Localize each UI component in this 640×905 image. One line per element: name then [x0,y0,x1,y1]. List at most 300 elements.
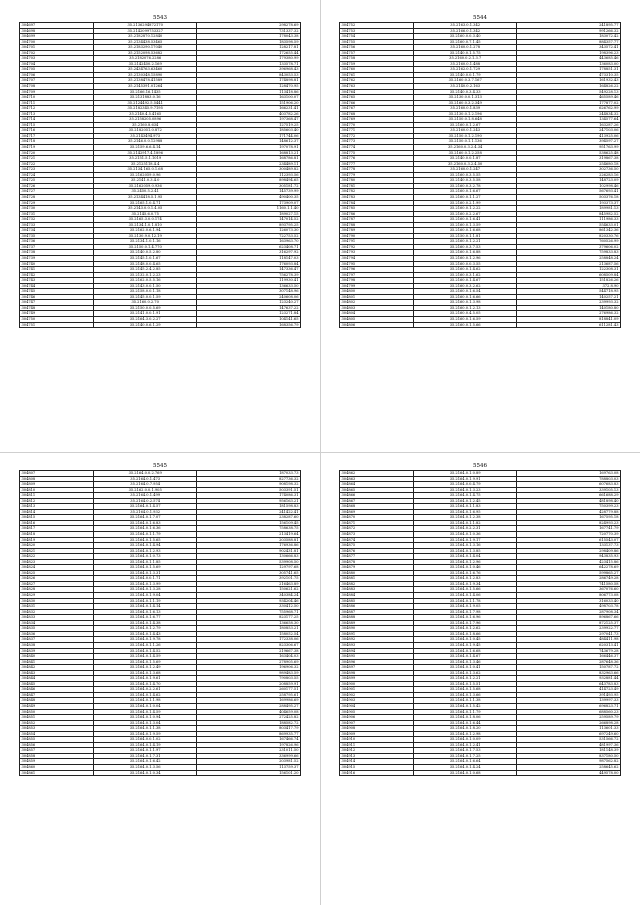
coordinate-cell: 35.2164.0.1.5.42 [413,703,517,709]
coordinate-cell: 35.2164.0.1.2.38 [413,515,517,521]
row-id-cell: 304876 [340,548,414,554]
row-id-cell: 304842 [20,665,94,671]
value-cell: 203588.81 [197,537,301,543]
row-id-cell: 304862 [340,471,414,477]
value-cell: 316297.92 [197,250,301,256]
value-cell: 197368.47 [197,117,301,123]
coordinate-cell: 35.2138478.41589 [93,78,197,84]
row-id-cell: 304713 [20,111,94,117]
value-cell: 414723.49 [517,687,621,693]
row-id-cell: 304835 [20,626,94,632]
value-cell: 607683.83 [517,482,621,488]
row-id-cell: 304767 [340,106,414,112]
row-id-cell: 304856 [20,742,94,748]
row-id-cell: 304744 [20,283,94,289]
coordinate-cell: 35.2164.0.1.9.05 [413,604,517,610]
value-cell: 956163.21 [197,498,301,504]
coordinate-cell: 35.2164.3.0.2.27 [93,316,197,322]
coordinate-cell: 35.2160.0.1.247 [413,167,517,173]
row-id-cell: 304743 [20,278,94,284]
row-id-cell: 304795 [340,261,414,267]
coordinate-cell: 35.2164.0.1.1.19 [93,598,197,604]
value-cell: 790803.55 [197,676,301,682]
coordinate-cell: 35.2164.0.1.6.96 [413,615,517,621]
row-id-cell: 304865 [340,487,414,493]
coordinate-cell: 35.2164.0.1.3.99 [93,581,197,587]
value-cell: 843053.53 [197,72,301,78]
row-id-cell: 304888 [340,615,414,621]
coordinate-cell: 35.2164.0.1.2.93 [93,548,197,554]
value-cell: 136658.30 [197,620,301,626]
coordinate-cell: 35.2164.0.1.0.94 [93,715,197,721]
value-cell: 872125.37 [517,620,621,626]
value-cell: 113759.37 [197,764,301,770]
value-cell: 503391.51 [197,487,301,493]
value-cell: 198396.23 [517,50,621,56]
row-id-cell: 304760 [340,67,414,73]
row-id-cell: 304881 [340,576,414,582]
value-cell: 166231.41 [197,106,301,112]
coordinate-cell: 35.2164.0.1.4.70 [93,681,197,687]
row-id-cell: 304698 [20,28,94,34]
row-id-cell: 304838 [20,642,94,648]
row-id-cell: 304735 [20,233,94,239]
value-cell: 743679.28 [517,648,621,654]
row-id-cell: 304776 [340,156,414,162]
coordinate-cell: 35.2164.0.1.6.83 [93,520,197,526]
coordinate-cell: 35.2140.0.0.1.87 [413,156,517,162]
row-id-cell: 304722 [20,161,94,167]
coordinate-cell: 35.2164.0.1.6.68 [413,648,517,654]
value-cell: 136633.50 [197,283,301,289]
value-cell: 123240.27 [197,300,301,306]
coordinate-cell: 35.2160.0.3.1.62 [413,272,517,278]
value-cell: 113418.86 [197,89,301,95]
row-id-cell: 304738 [20,250,94,256]
row-id-cell: 304773 [340,139,414,145]
value-cell: 219667.38 [197,648,301,654]
value-cell: 300489.82 [197,167,301,173]
value-cell: 298409.86 [517,548,621,554]
value-cell: 119930.41 [197,278,301,284]
value-cell: 465589.46 [517,95,621,101]
value-cell: 189981.13 [517,206,621,212]
value-cell: 128217.81 [197,45,301,51]
value-cell: 484411.98 [517,637,621,643]
coordinate-cell: 35.2160.0.1.1.27 [413,194,517,200]
coordinate-cell: 35.2160.0.0.3.40 [413,34,517,40]
coordinate-cell: 35.2164.0.1.4.59 [93,654,197,660]
value-cell: 266898.28 [517,720,621,726]
coordinate-cell: 35.2164.0.1.1.82 [413,520,517,526]
row-id-cell: 304748 [20,305,94,311]
coordinate-cell: 35.2160.0.1.2.96 [413,255,517,261]
row-id-cell: 304891 [340,631,414,637]
row-id-cell: 304757 [340,50,414,56]
coordinate-cell: 35.2140.0.6.1.29 [93,322,197,328]
coordinate-cell: 35.2130348.15890 [93,72,197,78]
row-id-cell: 304801 [340,294,414,300]
coordinate-cell: 35.2164.0.0.1.71 [93,576,197,582]
row-id-cell: 304908 [340,726,414,732]
coordinate-cell: 35.2164.0.1.2.98 [413,731,517,737]
value-cell: 608509.84 [517,272,621,278]
coordinate-cell: 35.2164.0.1.9.59 [93,731,197,737]
coordinate-cell: 35.2164.0.1.6.42 [93,759,197,765]
value-cell: 611281.43 [517,322,621,328]
row-id-cell: 304739 [20,255,94,261]
coordinate-cell: 35.2131883.0.16 [93,95,197,101]
coordinate-cell: 35.2160.0.1.3.59 [413,222,517,228]
row-id-cell: 304825 [20,570,94,576]
value-cell: 163100.07 [197,95,301,101]
row-id-cell: 304851 [20,715,94,721]
row-id-cell: 304782 [340,189,414,195]
coordinate-cell: 35.2164.0.1.9.45 [413,642,517,648]
row-id-cell: 304855 [20,737,94,743]
row-id-cell: 304889 [340,620,414,626]
data-table-body [340,471,621,776]
coordinate-cell: 35.2151.5.1.1019 [93,156,197,162]
value-cell: 820330.76 [517,233,621,239]
value-cell: 893795.25 [197,222,301,228]
value-cell: 167595.18 [517,515,621,521]
coordinate-cell: 35.2160.0.3.7.53 [413,244,517,250]
page-top-left [19,14,301,328]
value-cell: 413925.06 [517,133,621,139]
value-cell: 302736.50 [517,167,621,173]
row-id-cell: 304870 [340,515,414,521]
row-id-cell: 304729 [20,200,94,206]
coordinate-cell: 35.2182051.0.872 [93,128,197,134]
row-id-cell: 304871 [340,520,414,526]
row-id-cell: 304820 [20,543,94,549]
coordinate-cell: 35.2130.0.0.1.313 [413,95,517,101]
value-cell: 203981.52 [197,759,301,765]
coordinate-cell: 35.2164.0.1.9.91 [413,476,517,482]
row-id-cell: 304849 [20,703,94,709]
row-id-cell: 304710 [20,95,94,101]
row-id-cell: 304742 [20,272,94,278]
row-id-cell: 304859 [20,759,94,765]
value-cell: 287908.34 [517,609,621,615]
value-cell: 316033.40 [517,598,621,604]
coordinate-cell: 35.2145.1.0.1.67 [93,255,197,261]
value-cell: 258848.24 [517,255,621,261]
coordinate-cell: 35.2165.3.0.0.174 [93,217,197,223]
value-cell: 428779.88 [517,509,621,515]
row-id-cell: 304769 [340,117,414,123]
row-id-cell: 304778 [340,167,414,173]
coordinate-cell: 35.2164.0.1.6.76 [413,570,517,576]
page-number: 5545 [153,463,167,469]
value-cell: 259589.79 [517,715,621,721]
coordinate-cell: 35.2145.2.4.2.85 [93,267,197,273]
coordinate-cell: 35.2158205.0896 [93,117,197,123]
coordinate-cell: 35.2164.0.1.3.85 [413,548,517,554]
value-cell: 554633.01 [517,222,621,228]
row-id-cell: 304723 [20,167,94,173]
row-id-cell: 304912 [340,748,414,754]
coordinate-cell: 35.2140.0.1.5.75 [413,50,517,56]
value-cell: 620313.41 [517,642,621,648]
coordinate-cell: 35.2160.0.1.4.67 [413,278,517,284]
row-id-cell: 304707 [20,78,94,84]
row-id-cell: 304797 [340,272,414,278]
coordinate-cell: 35.2164.0.1.5.68 [413,687,517,693]
coordinate-cell: 35.2164.0.1.6.95 [413,509,517,515]
value-cell: 544718.95 [517,289,621,295]
value-cell: 183072.42 [517,34,621,40]
coordinate-cell: 35.2134.165.0.1.68 [93,167,197,173]
value-cell: 234489.11 [197,161,301,167]
row-id-cell: 304822 [20,554,94,560]
value-cell: 185603.40 [197,128,301,134]
value-cell: 196906.32 [197,665,301,671]
coordinate-cell: 35.2164.0.1.3.62 [413,670,517,676]
row-id-cell: 304814 [20,509,94,515]
coordinate-cell: 35.2182076.2286 [93,56,197,62]
coordinate-cell: 35.2164.0.1.1.98 [93,698,197,704]
row-id-cell: 304874 [340,537,414,543]
row-id-cell: 304719 [20,145,94,151]
coordinate-cell: 35.2164.0.1.3.66 [413,692,517,698]
row-id-cell: 304765 [340,95,414,101]
row-id-cell: 304863 [340,476,414,482]
value-cell: 102998.46 [517,183,621,189]
page-top-right [339,14,621,328]
value-cell: 788803.03 [517,476,621,482]
row-id-cell: 304897 [340,665,414,671]
coordinate-cell: 35.2164.0.1.5.51 [413,681,517,687]
value-cell: 178043.38 [197,34,301,40]
coordinate-cell: 35.2164.0.1.9.34 [413,581,517,587]
coordinate-cell: 35.2146.0.0.12988 [93,139,197,145]
coordinate-cell: 35.2160.8.634 [93,122,197,128]
value-cell: 254680.18 [517,161,621,167]
coordinate-cell: 35.2164.0.1.4.57 [93,504,197,510]
value-cell: 404659.08 [197,709,301,715]
row-id-cell: 304711 [20,100,94,106]
row-id-cell: 304839 [20,648,94,654]
value-cell: 156109.45 [197,520,301,526]
row-id-cell: 304771 [340,128,414,134]
coordinate-cell: 35.2150.0.0.5.69 [93,305,197,311]
coordinate-cell: 35.2124492.5.5441 [93,100,197,106]
value-cell: 697249.60 [517,731,621,737]
row-id-cell: 304864 [340,482,414,488]
coordinate-cell: 35.2160.0.1.6.66 [413,294,517,300]
table-row [340,322,621,328]
coordinate-cell: 35.2164.0.1.4.59 [93,709,197,715]
value-cell: 908198.32 [197,482,301,488]
coordinate-cell: 35.2160.0.3.2.4.34 [413,145,517,151]
value-cell: 319867.38 [517,156,621,162]
coordinate-cell: 35.2164.0.1.1.79 [413,709,517,715]
value-cell: 147336.47 [197,267,301,273]
coordinate-cell: 35.2164.0.1.2.62 [413,626,517,632]
value-cell: 188582.72 [197,720,301,726]
row-id-cell: 304827 [20,581,94,587]
row-id-cell: 304772 [340,133,414,139]
row-id-cell: 304909 [340,731,414,737]
coordinate-cell: 35.2182870.12840 [93,34,197,40]
value-cell: 231011.50 [197,748,301,754]
coordinate-cell: 35.2164.0.1.7.31 [93,753,197,759]
row-id-cell: 304815 [20,515,94,521]
value-cell: 150787.72 [517,665,621,671]
row-id-cell: 304904 [340,703,414,709]
value-cell: 140257.21 [517,294,621,300]
value-cell: 615543.07 [517,537,621,543]
row-id-cell: 304890 [340,626,414,632]
row-id-cell: 304788 [340,222,414,228]
coordinate-cell: 35.2164.0.1.0.04 [93,703,197,709]
value-cell: 987562.82 [517,759,621,765]
row-id-cell: 304781 [340,183,414,189]
row-id-cell: 304882 [340,581,414,587]
coordinate-cell: 35.2434763.63460 [93,67,197,73]
row-id-cell: 304706 [20,72,94,78]
coordinate-cell: 35.2141.0.0.1.91 [93,311,197,317]
data-table-body [340,23,621,328]
value-cell: 136083.00 [517,61,621,67]
coordinate-cell: 35.2164.0.1.1.38 [93,726,197,732]
value-cell: 741580.58 [517,581,621,587]
coordinate-cell: 35.2145.0.0.1.59 [93,294,197,300]
value-cell: 133578.71 [197,61,301,67]
coordinate-cell: 35.2164.0.1.1.79 [93,532,197,538]
page-number: 5546 [473,463,487,469]
value-cell: 168356.79 [197,322,301,328]
value-cell: 187033.73 [197,471,301,477]
value-cell: 824993.23 [517,520,621,526]
coordinate-cell: 35.2164.0.1.1.26 [93,642,197,648]
row-id-cell: 304844 [20,676,94,682]
coordinate-cell: 35.2164.0.1.5.66 [413,587,517,593]
row-id-cell: 304779 [340,172,414,178]
coordinate-cell: 35.2164.0.1.0.09 [413,737,517,743]
coordinate-cell: 35.2164.0.1.2.83 [413,576,517,582]
value-cell: 158052.54 [197,631,301,637]
value-cell: 827736.32 [197,476,301,482]
coordinate-cell: 35.2160.0.1.4.62 [413,267,517,273]
row-id-cell: 304734 [20,228,94,234]
coordinate-cell: 35.2160.0.2.2.67 [413,211,517,217]
coordinate-cell: 35.2134.1.0.1.16 [93,239,197,245]
value-cell: 240608.06 [197,294,301,300]
value-cell: 473310.35 [517,72,621,78]
row-id-cell: 304880 [340,570,414,576]
coordinate-cell: 35.2150.0.1.4.770 [93,244,197,250]
row-id-cell: 304821 [20,548,94,554]
coordinate-cell: 35.2164.0.1.932 [93,509,197,515]
row-id-cell: 304775 [340,150,414,156]
row-id-cell: 304793 [340,250,414,256]
row-id-cell: 304803 [340,305,414,311]
row-id-cell: 304774 [340,145,414,151]
row-id-cell: 304702 [20,50,94,56]
value-cell: 163963.70 [197,239,301,245]
coordinate-cell: 35.2164.0.1.2.41 [413,742,517,748]
table-row [20,770,301,776]
value-cell: 183598.59 [197,39,301,45]
value-cell: 169763.08 [517,471,621,477]
coordinate-cell: 35.2159.6.6.4.14 [93,145,197,151]
page-bottom-right [339,462,621,776]
row-id-cell: 304907 [340,720,414,726]
coordinate-cell: 35.2164.0.2.574 [93,498,197,504]
value-cell: 932881.44 [517,676,621,682]
value-cell: 238287.60 [197,515,301,521]
table-row [20,322,301,328]
value-cell: 538625.48 [517,150,621,156]
row-id-cell: 304752 [340,23,414,29]
row-id-cell: 304878 [340,559,414,565]
coordinate-cell: 35.2164.0.1.2.45 [413,498,517,504]
row-id-cell: 304879 [340,565,414,571]
value-cell: 481997.36 [517,742,621,748]
coordinate-cell: 35.2141.0.3.4.0 [93,178,197,184]
value-cell: 599865.27 [517,570,621,576]
value-cell: 216463.89 [197,581,301,587]
coordinate-cell: 35.2164.0.1.4.52 [93,648,197,654]
row-id-cell: 304860 [20,764,94,770]
value-cell: 750399.23 [517,504,621,510]
coordinate-cell: 35.2150.0.1.1.81 [413,233,517,239]
row-id-cell: 304800 [340,289,414,295]
row-id-cell: 304737 [20,244,94,250]
value-cell: 394597.27 [517,139,621,145]
value-cell: 173909.07 [197,200,301,206]
value-cell: 403782.26 [197,111,301,117]
value-cell: 122308.31 [517,267,621,273]
coordinate-cell: 35.2164.0.1.5.69 [93,565,197,571]
coordinate-cell: 35.2160.0.3.2.4.50 [413,161,517,167]
coordinate-cell: 35.2164.0.1.1.78 [413,598,517,604]
value-cell: 169986.69 [197,698,301,704]
coordinate-cell: 35.2164.0.1.0.73 [93,554,197,560]
row-id-cell: 304885 [340,598,414,604]
coordinate-cell: 35.2164.0.1.3.28 [93,587,197,593]
row-id-cell: 304784 [340,200,414,206]
value-cell: 688560.23 [517,709,621,715]
row-id-cell: 304887 [340,609,414,615]
value-cell: 189027.15 [197,211,301,217]
coordinate-cell: 35.2164.0.1.6.13 [93,609,197,615]
coordinate-cell: 35.2134.1.0.1.810 [93,222,197,228]
page-number: 5544 [473,15,487,21]
value-cell: 260177.51 [197,687,301,693]
value-cell: 1160.1.1.40 [197,206,301,212]
row-id-cell: 304700 [20,39,94,45]
value-cell: 197826.96 [197,742,301,748]
coordinate-cell: 35.2150.0.1.8.648 [413,117,517,123]
value-cell: 239993.32 [517,300,621,306]
row-id-cell: 304807 [20,471,94,477]
value-cell: 286749.28 [517,576,621,582]
row-id-cell: 304831 [20,604,94,610]
value-cell: 147014.52 [197,217,301,223]
value-cell: 134577.64 [517,117,621,123]
row-id-cell: 304902 [340,692,414,698]
coordinate-cell: 35.2162.0.5.5.16 [93,278,197,284]
coordinate-cell: 35.2182345.9.7195 [93,106,197,112]
value-cell: 298278.69 [197,23,301,29]
row-id-cell: 304883 [340,587,414,593]
data-table-body [20,471,301,776]
row-id-cell: 304868 [340,504,414,510]
